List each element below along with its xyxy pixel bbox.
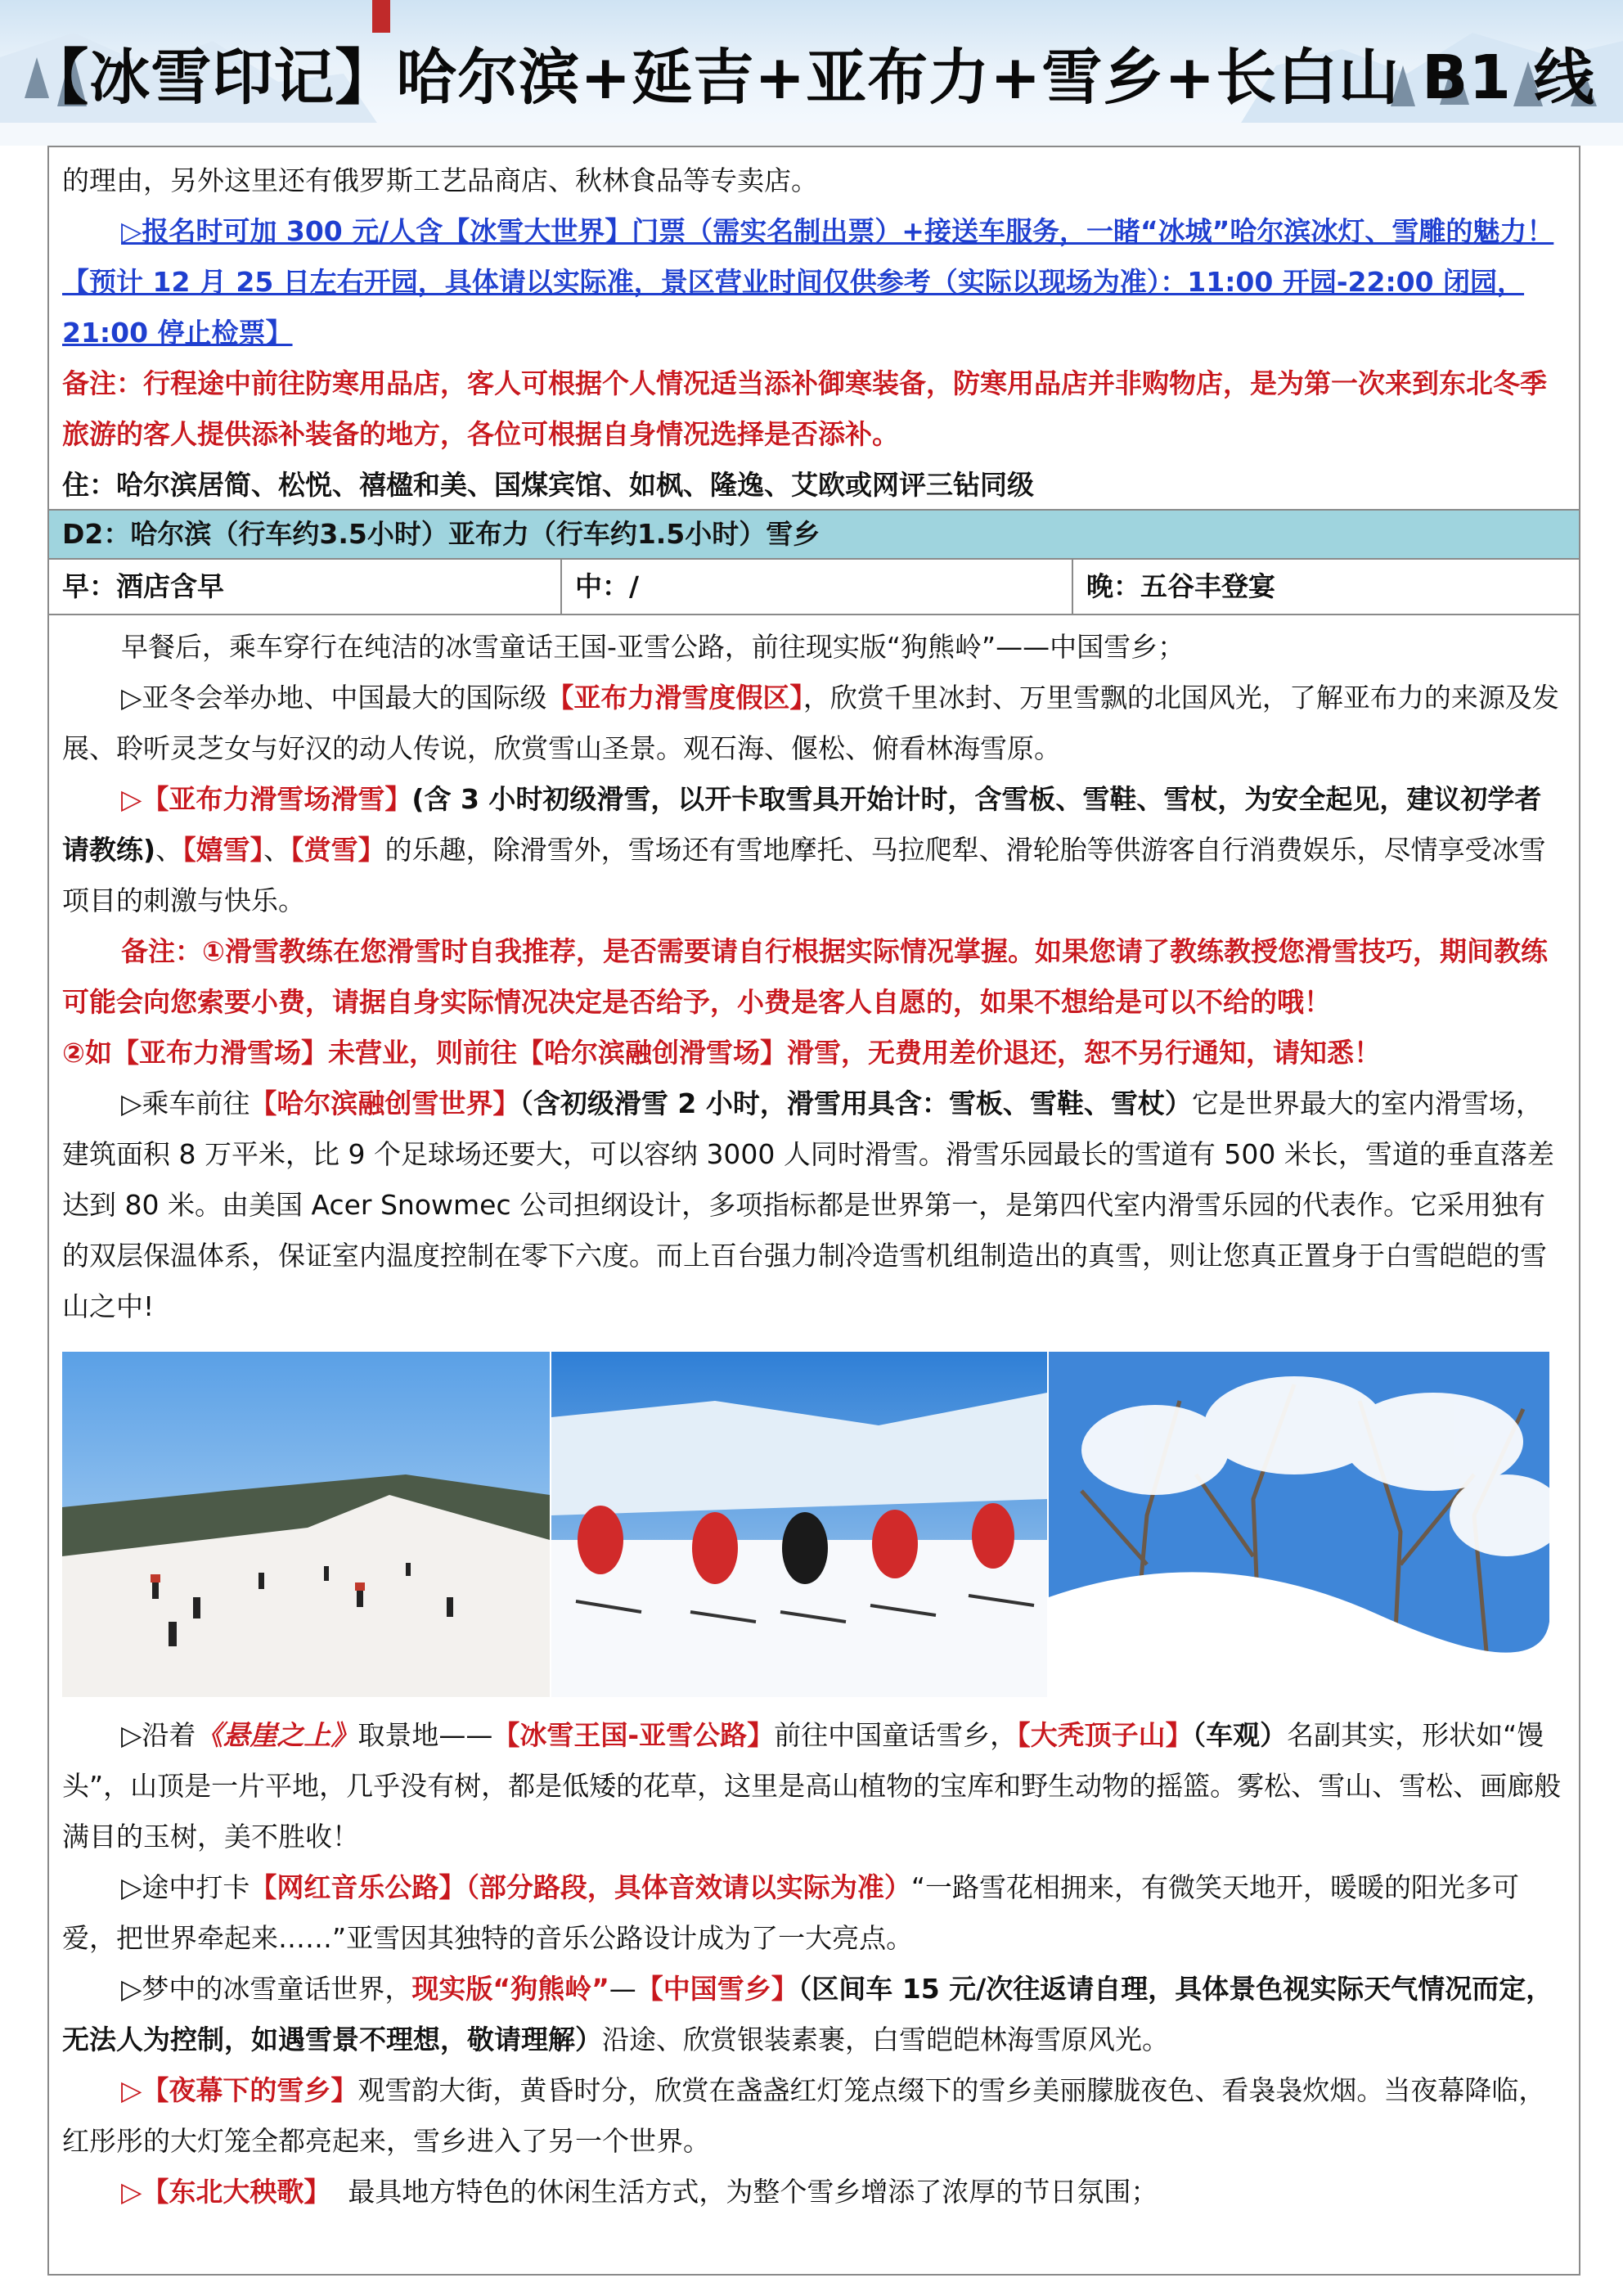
d2-p7-a: ▷梦中的冰雪童话世界， (121, 1973, 412, 2005)
meal-lunch: 中：/ (560, 560, 1072, 614)
yangge-highlight: ▷【东北大秧歌】 (121, 2176, 331, 2208)
datuding-highlight: 【大秃顶子山】 (1017, 1719, 1193, 1751)
music-road-highlight: 【网红音乐公路】 (250, 1871, 466, 1903)
d2-p7-c: — (609, 1973, 636, 2005)
sunac-snow-world-highlight: 【哈尔滨融创雪世界】 (250, 1087, 520, 1119)
d2-p9-b: 最具地方特色的休闲生活方式，为整个雪乡增添了浓厚的节日氛围； (348, 2176, 1158, 2208)
d2-p7 (62, 1964, 1566, 2065)
d2-p7-e: （区间车 15 元/次往返请自理，具体景色视实际天气情况而定，无法人为控制，如遇雪景不理想，敬请理解） (62, 1973, 1553, 2055)
bear-ridge-highlight: 现实版“狗熊岭” (411, 1973, 609, 2005)
d2-p8-b: 观雪韵大街，黄昏时分，欣赏在盏盏红灯笼点缀下的雪乡美丽朦胧夜色、看袅袅炊烟。当夜幕降临，红彤彤的大灯笼全都亮起来，雪乡进入了另一个世界。 (62, 2074, 1546, 2157)
d2-p3-e: 、 (263, 834, 291, 866)
d2-p3 (62, 774, 1566, 926)
d2-p6 (62, 1862, 1566, 1964)
ski-slope-photo (62, 1352, 550, 1697)
photo-strip (62, 1352, 1553, 1697)
cliff-movie-highlight: 《悬崖之上》 (196, 1719, 358, 1751)
d2-p6-c: （部分路段，具体音效请以实际为准） (465, 1871, 911, 1903)
d1-ticket-link[interactable]: ▷报名时可加 300 元/人含【冰雪大世界】门票（需实名制出票）+接送车服务，一睹“冰城”哈尔滨冰灯、雪雕的魅力！【预计 12 月 25 日左右开园，具体请以实际准，景区营业时间仅供参考（实际以现场为准）：11:00 开园-22:00 闭园，21:00 停止检票】 (62, 215, 1554, 349)
d2-p5-g: （车观） (1192, 1719, 1288, 1751)
d2-p6-a: ▷途中打卡 (121, 1871, 250, 1903)
d2-p3-b: (含 3 小时初级滑雪，以开卡取雪具开始计时，含雪板、雪鞋、雪杖，为安全起见，建议初学者请教练) (62, 783, 1542, 866)
d2-p4-d: 它是世界最大的室内滑雪场，建筑面积 8 万平米，比 9 个足球场还要大，可以容纳 3000 人同时滑雪。滑雪乐园最长的雪道有 500 米长，雪道的垂直落差达到 80 米。由美国 Acer Snowmec 公司担纲设计，多项指标都是世界第一，是第四代室内滑雪乐园的代表作。它采用独有的双层保温体系，保证室内温度控制在零下六度。而上百台强力制冷造雪机组制造出的真雪，则让您真正置身于白雪皑皑的雪山之中! (62, 1087, 1554, 1322)
d2-p4 (62, 1078, 1566, 1332)
snow-play-highlight: 【嬉雪】 (182, 834, 264, 866)
yabuli-ski-highlight: ▷【亚布力滑雪场滑雪】 (121, 783, 412, 815)
china-snow-town-highlight: 【中国雪乡】 (636, 1973, 798, 2005)
d2-p2-a: ▷亚冬会举办地、中国最大的国际级 (121, 682, 547, 714)
snow-view-highlight: 【赏雪】 (290, 834, 385, 866)
snowy-trees-photo (1049, 1352, 1549, 1697)
d2-p5-e: 前往中国童话雪乡， (774, 1719, 1018, 1751)
d2-p5-a: ▷沿着 (121, 1719, 196, 1751)
d2-p4-c: （含初级滑雪 2 小时，滑雪用具含：雪板、雪鞋、雪杖） (519, 1087, 1192, 1119)
d2-p9 (62, 2167, 1566, 2217)
d2-p1: 早餐后，乘车穿行在纯洁的冰雪童话王国-亚雪公路，前往现实版“狗熊岭”——中国雪乡； (121, 631, 1185, 663)
d1-hotel: 住：哈尔滨居简、松悦、禧楹和美、国煤宾馆、如枫、隆逸、艾欧或网评三钻同级 (62, 469, 1034, 501)
night-snow-town-highlight: ▷【夜幕下的雪乡】 (121, 2074, 358, 2106)
d2-p2 (62, 673, 1566, 774)
d1-reason-text: 的理由，另外这里还有俄罗斯工艺品商店、秋林食品等专卖店。 (62, 164, 818, 196)
d2-p8 (62, 2065, 1566, 2167)
yabuli-resort-highlight: 【亚布力滑雪度假区】 (546, 682, 803, 714)
yaxue-road-highlight: 【冰雪王国-亚雪公路】 (492, 1719, 775, 1751)
banner-title: 【冰雪印记】哈尔滨+延吉+亚布力+雪乡+长白山 B1 线 (28, 43, 1595, 113)
d2-p5 (62, 1710, 1566, 1862)
day2-title-bar: D2：哈尔滨（行车约3.5小时）亚布力（行车约1.5小时）雪乡 (49, 509, 1579, 560)
d2-p7-f: 沿途、欣赏银装素裹，白雪皑皑林海雪原风光。 (602, 2024, 1169, 2055)
day2-meals-row (49, 560, 1579, 615)
banner (0, 0, 1623, 146)
d2-note1: 备注：①滑雪教练在您滑雪时自我推荐，是否需要请自行根据实际情况掌握。如果您请了教练教授您滑雪技巧，期间教练可能会向您索要小费，请据自身实际情况决定是否给予，小费是客人自愿的，如果不想给是可以不给的哦！ (62, 935, 1548, 1018)
d2-note2: ②如【亚布力滑雪场】未营业，则前往【哈尔滨融创滑雪场】滑雪，无费用差价退还，恕不另行通知，请知悉！ (62, 1037, 1381, 1069)
d2-p5-h: 名副其实，形状如“馒头”，山顶是一片平地，几乎没有树，都是低矮的花草，这里是高山植物的宝库和野生动物的摇篮。雾松、雪山、雪松、画廊般满目的玉树，美不胜收！ (62, 1719, 1562, 1853)
d2-p3-c: 、 (155, 834, 183, 866)
d1-note: 备注：行程途中前往防寒用品店，客人可根据个人情况适当添补御寒装备，防寒用品店并非购物店，是为第一次来到东北冬季旅游的客人提供添补装备的地方，各位可根据自身情况选择是否添补。 (62, 367, 1547, 450)
skiers-photo (551, 1352, 1047, 1697)
d2-p6-d: “一路雪花相拥来，有微笑天地开，暖暖的阳光多可爱，把世界牵起来……”亚雪因其独特的音乐公路设计成为了一大亮点。 (62, 1871, 1519, 1954)
d2-p2-c: ，欣赏千里冰封、万里雪飘的北国风光，了解亚布力的来源及发展、聆听灵芝女与好汉的动人传说，欣赏雪山圣景。观石海、偃松、俯看林海雪原。 (62, 682, 1559, 764)
meal-dinner: 晚：五谷丰登宴 (1072, 560, 1579, 614)
d2-p4-a: ▷乘车前往 (121, 1087, 250, 1119)
meal-breakfast: 早：酒店含早 (62, 570, 224, 602)
d2-p3-g: 的乐趣，除滑雪外，雪场还有雪地摩托、马拉爬犁、滑轮胎等供游客自行消费娱乐，尽情享受冰雪项目的刺激与快乐。 (62, 834, 1546, 916)
d2-p5-c: 取景地—— (357, 1719, 493, 1751)
